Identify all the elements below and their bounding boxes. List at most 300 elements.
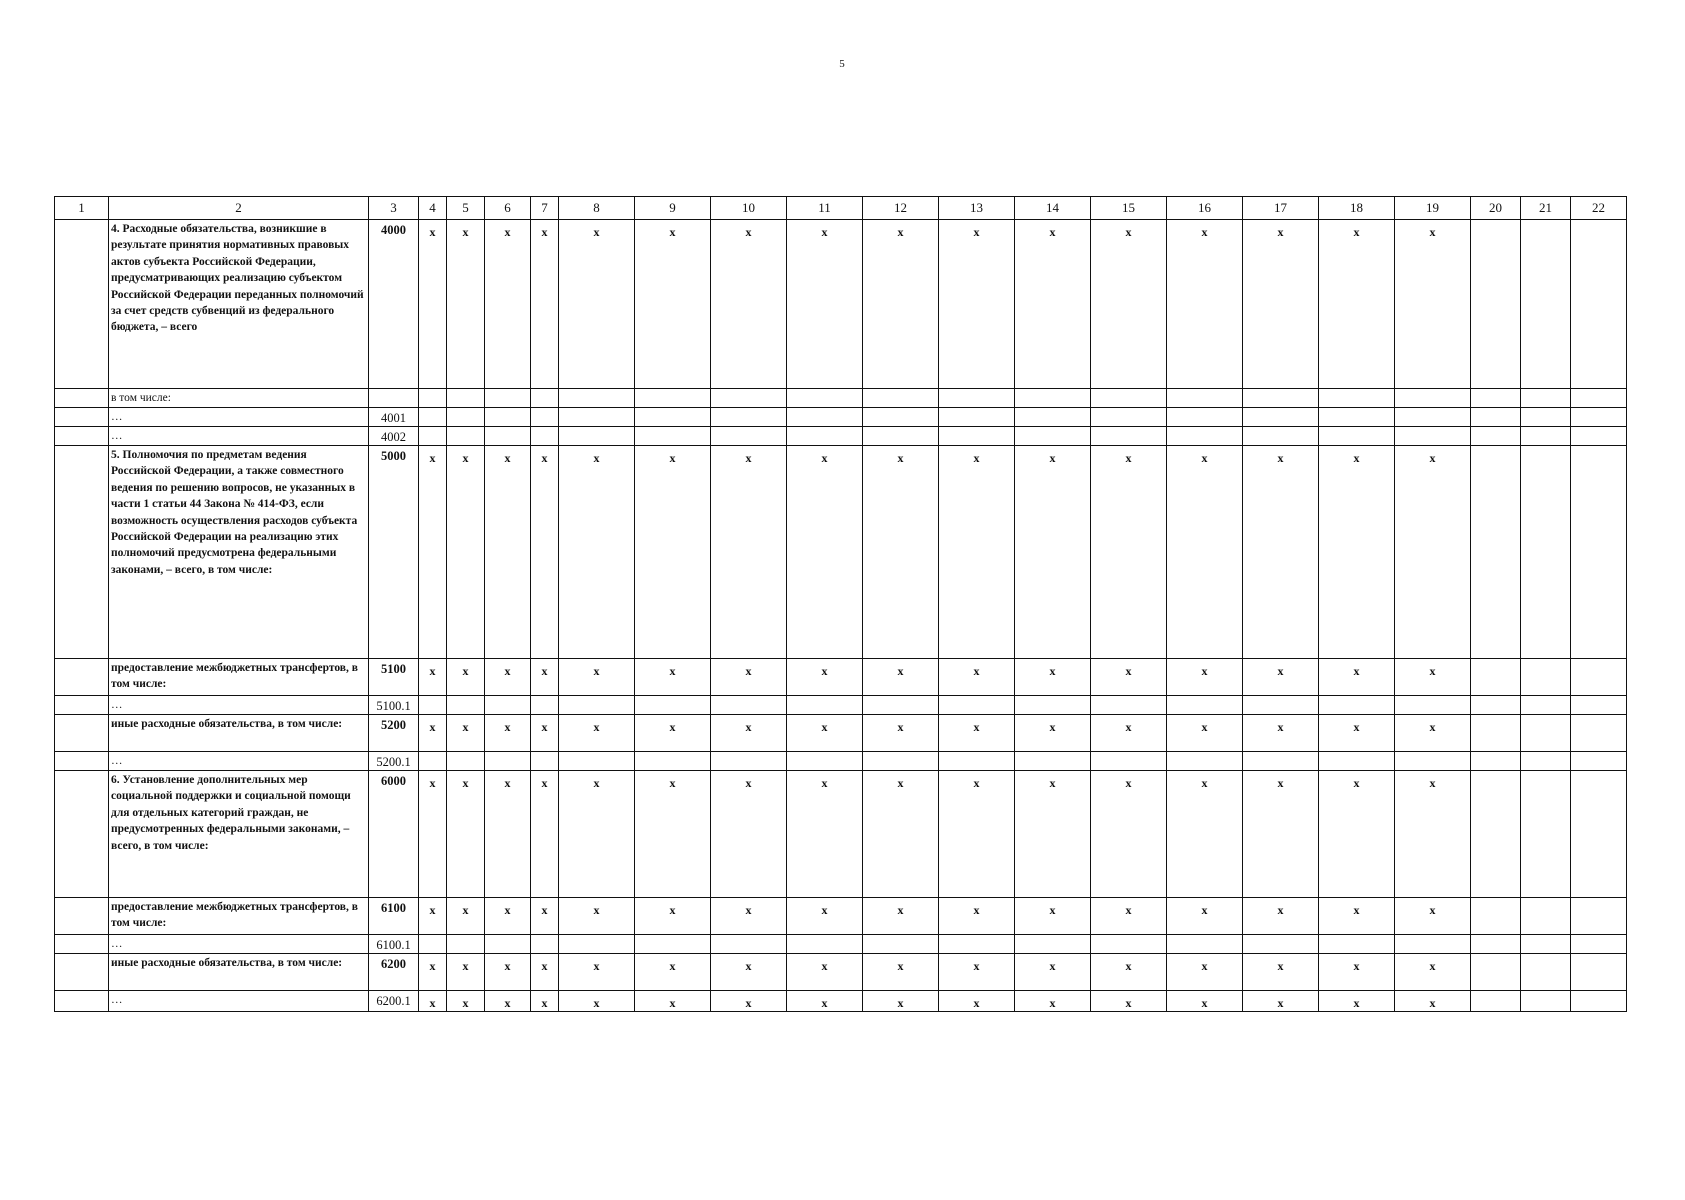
empty-cell [863, 696, 939, 715]
row-name-cell: … [109, 991, 369, 1012]
not-applicable-mark: x [863, 715, 939, 752]
page-number: 5 [839, 58, 845, 70]
table-row [55, 389, 1627, 408]
table-row [55, 752, 1627, 771]
table-row [55, 715, 1627, 752]
not-applicable-mark: x [1243, 715, 1319, 752]
table-row [55, 898, 1627, 935]
table-row [55, 220, 1627, 389]
table-row [55, 659, 1627, 696]
empty-cell [635, 389, 711, 408]
not-applicable-mark: x [1395, 991, 1471, 1012]
expenditure-obligations-table [54, 196, 1627, 1012]
column-header-4: 4 [419, 197, 447, 220]
empty-cell [1471, 991, 1521, 1012]
not-applicable-mark: x [1243, 954, 1319, 991]
empty-cell [863, 752, 939, 771]
not-applicable-mark: x [1395, 954, 1471, 991]
not-applicable-mark: x [531, 659, 559, 696]
empty-cell [485, 696, 531, 715]
empty-cell [485, 389, 531, 408]
column-header-15: 15 [1091, 197, 1167, 220]
empty-cell [939, 389, 1015, 408]
row-code-cell: 5200.1 [369, 752, 419, 771]
row-name-cell: … [109, 935, 369, 954]
empty-cell [863, 389, 939, 408]
not-applicable-mark: x [531, 954, 559, 991]
row-code-cell: 6200.1 [369, 991, 419, 1012]
row-code-cell: 4001 [369, 408, 419, 427]
row-index-cell [55, 696, 109, 715]
not-applicable-mark: x [1395, 659, 1471, 696]
not-applicable-mark: x [559, 898, 635, 935]
not-applicable-mark: x [531, 771, 559, 898]
row-name-cell: иные расходные обязательства, в том числе: [109, 715, 369, 752]
empty-cell [559, 408, 635, 427]
empty-cell [1471, 752, 1521, 771]
empty-cell [531, 696, 559, 715]
empty-cell [1319, 696, 1395, 715]
row-name-cell: … [109, 427, 369, 446]
not-applicable-mark: x [1243, 220, 1319, 389]
not-applicable-mark: x [1167, 715, 1243, 752]
not-applicable-mark: x [485, 954, 531, 991]
column-header-14: 14 [1015, 197, 1091, 220]
not-applicable-mark: x [1395, 220, 1471, 389]
empty-cell [1471, 771, 1521, 898]
not-applicable-mark: x [939, 659, 1015, 696]
not-applicable-mark: x [419, 446, 447, 659]
not-applicable-mark: x [711, 991, 787, 1012]
column-header-19: 19 [1395, 197, 1471, 220]
empty-cell [863, 408, 939, 427]
column-header-7: 7 [531, 197, 559, 220]
not-applicable-mark: x [419, 220, 447, 389]
column-header-8: 8 [559, 197, 635, 220]
empty-cell [485, 427, 531, 446]
empty-cell [1521, 771, 1571, 898]
empty-cell [485, 752, 531, 771]
empty-cell [1167, 427, 1243, 446]
empty-cell [1471, 659, 1521, 696]
not-applicable-mark: x [863, 771, 939, 898]
table-row [55, 935, 1627, 954]
empty-cell [939, 752, 1015, 771]
empty-cell [419, 389, 447, 408]
empty-cell [1167, 408, 1243, 427]
not-applicable-mark: x [635, 220, 711, 389]
column-header-2: 2 [109, 197, 369, 220]
empty-cell [1571, 898, 1627, 935]
empty-cell [1319, 389, 1395, 408]
empty-cell [1471, 389, 1521, 408]
empty-cell [447, 935, 485, 954]
empty-cell [1015, 696, 1091, 715]
empty-cell [1571, 991, 1627, 1012]
not-applicable-mark: x [1243, 771, 1319, 898]
empty-cell [1471, 220, 1521, 389]
not-applicable-mark: x [531, 898, 559, 935]
not-applicable-mark: x [419, 954, 447, 991]
empty-cell [559, 752, 635, 771]
empty-cell [559, 427, 635, 446]
empty-cell [1521, 991, 1571, 1012]
row-index-cell [55, 408, 109, 427]
not-applicable-mark: x [635, 659, 711, 696]
not-applicable-mark: x [485, 659, 531, 696]
row-index-cell [55, 659, 109, 696]
empty-cell [1521, 389, 1571, 408]
not-applicable-mark: x [863, 659, 939, 696]
empty-cell [1319, 935, 1395, 954]
empty-cell [419, 935, 447, 954]
row-name-cell: 6. Установление дополнительных мер социальной поддержки и социальной помощи для отдельных категорий граждан, не предусмотренных федеральными законами, – всего, в том числе: [109, 771, 369, 898]
row-code-cell [369, 389, 419, 408]
not-applicable-mark: x [485, 771, 531, 898]
empty-cell [1571, 696, 1627, 715]
empty-cell [1091, 752, 1167, 771]
empty-cell [787, 427, 863, 446]
row-name-cell: предоставление межбюджетных трансфертов, в том числе: [109, 898, 369, 935]
empty-cell [1571, 389, 1627, 408]
not-applicable-mark: x [635, 898, 711, 935]
empty-cell [1571, 935, 1627, 954]
row-name-cell: 5. Полномочия по предметам ведения Российской Федерации, а также совместного ведения по решению вопросов, не указанных в части 1 статьи 44 Закона № 414-ФЗ, если возможность осуществления расходов субъекта Российской Федерации на реализацию этих полномочий предусмотрена федеральными законами, – всего, в том числе: [109, 446, 369, 659]
row-index-cell [55, 898, 109, 935]
not-applicable-mark: x [711, 659, 787, 696]
empty-cell [447, 696, 485, 715]
row-name-cell: … [109, 752, 369, 771]
empty-cell [1015, 389, 1091, 408]
column-header-22: 22 [1571, 197, 1627, 220]
not-applicable-mark: x [787, 446, 863, 659]
not-applicable-mark: x [787, 220, 863, 389]
table-row [55, 427, 1627, 446]
not-applicable-mark: x [1091, 446, 1167, 659]
empty-cell [787, 696, 863, 715]
not-applicable-mark: x [559, 715, 635, 752]
empty-cell [419, 427, 447, 446]
row-index-cell [55, 389, 109, 408]
not-applicable-mark: x [531, 991, 559, 1012]
column-header-1: 1 [55, 197, 109, 220]
row-index-cell [55, 427, 109, 446]
empty-cell [787, 389, 863, 408]
not-applicable-mark: x [1091, 954, 1167, 991]
empty-cell [939, 408, 1015, 427]
not-applicable-mark: x [1319, 771, 1395, 898]
empty-cell [559, 696, 635, 715]
empty-cell [711, 408, 787, 427]
row-name-cell: … [109, 408, 369, 427]
empty-cell [1167, 696, 1243, 715]
empty-cell [1571, 715, 1627, 752]
table-row [55, 446, 1627, 659]
not-applicable-mark: x [1243, 898, 1319, 935]
not-applicable-mark: x [1015, 446, 1091, 659]
not-applicable-mark: x [1395, 771, 1471, 898]
not-applicable-mark: x [787, 771, 863, 898]
empty-cell [447, 427, 485, 446]
not-applicable-mark: x [1243, 659, 1319, 696]
empty-cell [1571, 954, 1627, 991]
not-applicable-mark: x [447, 898, 485, 935]
not-applicable-mark: x [485, 898, 531, 935]
not-applicable-mark: x [863, 220, 939, 389]
not-applicable-mark: x [531, 220, 559, 389]
empty-cell [447, 752, 485, 771]
not-applicable-mark: x [635, 954, 711, 991]
not-applicable-mark: x [1167, 898, 1243, 935]
not-applicable-mark: x [1015, 898, 1091, 935]
not-applicable-mark: x [531, 446, 559, 659]
empty-cell [1471, 715, 1521, 752]
not-applicable-mark: x [711, 446, 787, 659]
empty-cell [1091, 408, 1167, 427]
not-applicable-mark: x [1395, 446, 1471, 659]
not-applicable-mark: x [485, 220, 531, 389]
not-applicable-mark: x [787, 898, 863, 935]
empty-cell [1319, 427, 1395, 446]
empty-cell [635, 408, 711, 427]
row-index-cell [55, 446, 109, 659]
row-code-cell: 6100.1 [369, 935, 419, 954]
empty-cell [1521, 408, 1571, 427]
not-applicable-mark: x [485, 991, 531, 1012]
not-applicable-mark: x [485, 446, 531, 659]
not-applicable-mark: x [1319, 898, 1395, 935]
empty-cell [1015, 427, 1091, 446]
empty-cell [1091, 696, 1167, 715]
not-applicable-mark: x [711, 954, 787, 991]
not-applicable-mark: x [863, 446, 939, 659]
not-applicable-mark: x [447, 220, 485, 389]
empty-cell [1091, 389, 1167, 408]
empty-cell [1571, 659, 1627, 696]
empty-cell [531, 389, 559, 408]
row-code-cell: 6100 [369, 898, 419, 935]
not-applicable-mark: x [419, 991, 447, 1012]
row-code-cell: 4000 [369, 220, 419, 389]
empty-cell [1395, 752, 1471, 771]
table-body [55, 220, 1627, 1012]
column-number-row [55, 197, 1627, 220]
column-header-20: 20 [1471, 197, 1521, 220]
column-header-9: 9 [635, 197, 711, 220]
not-applicable-mark: x [1015, 659, 1091, 696]
not-applicable-mark: x [939, 954, 1015, 991]
empty-cell [1521, 935, 1571, 954]
not-applicable-mark: x [485, 715, 531, 752]
empty-cell [635, 427, 711, 446]
not-applicable-mark: x [635, 715, 711, 752]
not-applicable-mark: x [711, 898, 787, 935]
empty-cell [447, 408, 485, 427]
empty-cell [419, 696, 447, 715]
empty-cell [1521, 659, 1571, 696]
not-applicable-mark: x [1091, 659, 1167, 696]
not-applicable-mark: x [559, 220, 635, 389]
empty-cell [787, 408, 863, 427]
row-code-cell: 5200 [369, 715, 419, 752]
not-applicable-mark: x [939, 991, 1015, 1012]
not-applicable-mark: x [635, 991, 711, 1012]
row-index-cell [55, 935, 109, 954]
row-index-cell [55, 715, 109, 752]
row-code-cell: 5100 [369, 659, 419, 696]
empty-cell [1521, 898, 1571, 935]
not-applicable-mark: x [1319, 715, 1395, 752]
row-index-cell [55, 991, 109, 1012]
empty-cell [1521, 220, 1571, 389]
empty-cell [1167, 752, 1243, 771]
empty-cell [1395, 408, 1471, 427]
table-row [55, 954, 1627, 991]
not-applicable-mark: x [1319, 446, 1395, 659]
not-applicable-mark: x [419, 659, 447, 696]
empty-cell [1319, 408, 1395, 427]
not-applicable-mark: x [787, 659, 863, 696]
row-code-cell: 6200 [369, 954, 419, 991]
empty-cell [1521, 752, 1571, 771]
empty-cell [1167, 389, 1243, 408]
not-applicable-mark: x [1015, 991, 1091, 1012]
row-name-cell: … [109, 696, 369, 715]
empty-cell [1571, 446, 1627, 659]
not-applicable-mark: x [447, 771, 485, 898]
empty-cell [1471, 935, 1521, 954]
empty-cell [1471, 696, 1521, 715]
column-header-18: 18 [1319, 197, 1395, 220]
not-applicable-mark: x [447, 715, 485, 752]
not-applicable-mark: x [787, 991, 863, 1012]
empty-cell [939, 427, 1015, 446]
empty-cell [787, 752, 863, 771]
empty-cell [939, 696, 1015, 715]
not-applicable-mark: x [1395, 898, 1471, 935]
empty-cell [1091, 935, 1167, 954]
column-header-11: 11 [787, 197, 863, 220]
not-applicable-mark: x [447, 954, 485, 991]
empty-cell [531, 935, 559, 954]
empty-cell [447, 389, 485, 408]
empty-cell [711, 935, 787, 954]
empty-cell [1243, 389, 1319, 408]
not-applicable-mark: x [1395, 715, 1471, 752]
not-applicable-mark: x [939, 771, 1015, 898]
not-applicable-mark: x [1091, 220, 1167, 389]
not-applicable-mark: x [1015, 771, 1091, 898]
empty-cell [1571, 408, 1627, 427]
row-index-cell [55, 954, 109, 991]
table-row [55, 771, 1627, 898]
not-applicable-mark: x [1091, 898, 1167, 935]
not-applicable-mark: x [1091, 715, 1167, 752]
empty-cell [1015, 408, 1091, 427]
not-applicable-mark: x [447, 446, 485, 659]
column-header-17: 17 [1243, 197, 1319, 220]
not-applicable-mark: x [939, 220, 1015, 389]
row-index-cell [55, 771, 109, 898]
not-applicable-mark: x [1015, 715, 1091, 752]
empty-cell [531, 427, 559, 446]
row-index-cell [55, 752, 109, 771]
not-applicable-mark: x [559, 446, 635, 659]
not-applicable-mark: x [1015, 220, 1091, 389]
empty-cell [419, 752, 447, 771]
empty-cell [1521, 446, 1571, 659]
column-header-5: 5 [447, 197, 485, 220]
empty-cell [1471, 408, 1521, 427]
not-applicable-mark: x [787, 715, 863, 752]
empty-cell [635, 696, 711, 715]
empty-cell [1167, 935, 1243, 954]
empty-cell [711, 427, 787, 446]
not-applicable-mark: x [711, 715, 787, 752]
row-code-cell: 5000 [369, 446, 419, 659]
row-name-cell: 4. Расходные обязательства, возникшие в результате принятия нормативных правовых актов субъекта Российской Федерации, предусматривающих реализацию субъектом Российской Федерации переданных полномочий за счет средств субвенций из федерального бюджета, – всего [109, 220, 369, 389]
empty-cell [559, 935, 635, 954]
not-applicable-mark: x [1091, 991, 1167, 1012]
not-applicable-mark: x [1167, 954, 1243, 991]
empty-cell [1395, 935, 1471, 954]
empty-cell [635, 752, 711, 771]
empty-cell [559, 389, 635, 408]
not-applicable-mark: x [419, 771, 447, 898]
empty-cell [1015, 752, 1091, 771]
empty-cell [1521, 696, 1571, 715]
table-row [55, 408, 1627, 427]
not-applicable-mark: x [787, 954, 863, 991]
not-applicable-mark: x [1167, 771, 1243, 898]
empty-cell [863, 427, 939, 446]
not-applicable-mark: x [1091, 771, 1167, 898]
empty-cell [485, 935, 531, 954]
empty-cell [1091, 427, 1167, 446]
column-header-10: 10 [711, 197, 787, 220]
empty-cell [1471, 446, 1521, 659]
not-applicable-mark: x [863, 898, 939, 935]
column-header-3: 3 [369, 197, 419, 220]
empty-cell [1471, 898, 1521, 935]
empty-cell [635, 935, 711, 954]
not-applicable-mark: x [635, 771, 711, 898]
empty-cell [1395, 427, 1471, 446]
column-header-13: 13 [939, 197, 1015, 220]
empty-cell [419, 408, 447, 427]
not-applicable-mark: x [559, 991, 635, 1012]
not-applicable-mark: x [1243, 991, 1319, 1012]
row-code-cell: 6000 [369, 771, 419, 898]
not-applicable-mark: x [559, 954, 635, 991]
empty-cell [711, 389, 787, 408]
empty-cell [1243, 935, 1319, 954]
empty-cell [1243, 408, 1319, 427]
row-name-cell: в том числе: [109, 389, 369, 408]
empty-cell [1395, 696, 1471, 715]
empty-cell [1015, 935, 1091, 954]
empty-cell [1521, 954, 1571, 991]
not-applicable-mark: x [711, 771, 787, 898]
not-applicable-mark: x [531, 715, 559, 752]
empty-cell [711, 752, 787, 771]
not-applicable-mark: x [447, 991, 485, 1012]
empty-cell [1521, 427, 1571, 446]
not-applicable-mark: x [447, 659, 485, 696]
not-applicable-mark: x [711, 220, 787, 389]
empty-cell [1571, 220, 1627, 389]
not-applicable-mark: x [939, 446, 1015, 659]
